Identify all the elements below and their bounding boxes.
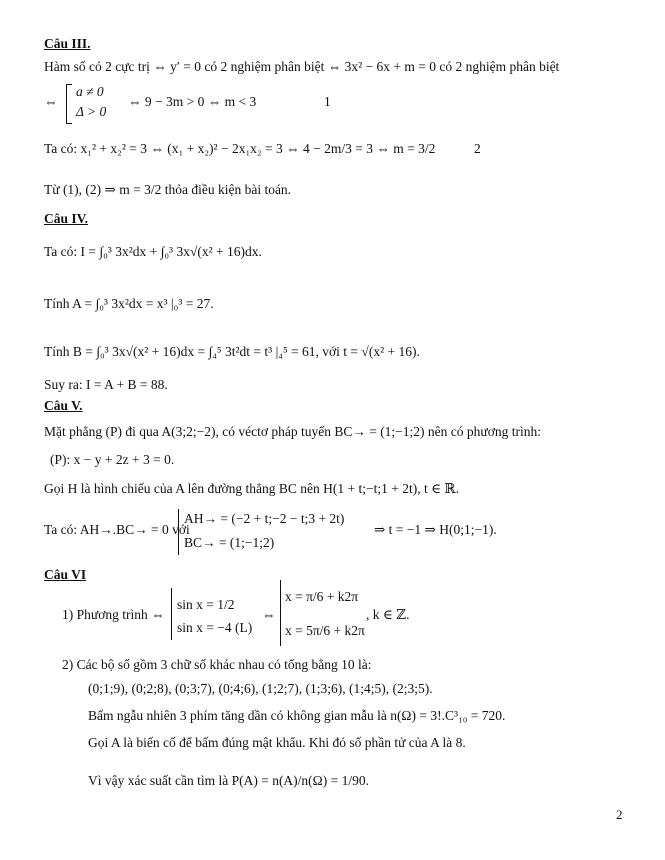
sec6-p1-sol1: x = π/6 + k2π <box>285 589 359 604</box>
sec6-p2-list: (0;1;9), (0;2;8), (0;3;7), (0;4;6), (1;2;7), (1;3;6), (1;4;5), (2;3;5). <box>88 681 433 696</box>
sec5-line4-pre: Ta có: AH→.BC→ = 0 với <box>44 522 190 537</box>
sec6-p2-line4: Gọi A là biến cố để bấm đúng mật khẩu. Khi đó số phần tử của A là 8. <box>88 735 466 750</box>
section-heading-3: Câu III. <box>44 36 91 51</box>
sec3-line2-post: ⇔ 9 − 3m > 0 ⇔ m < 3 <box>128 94 257 109</box>
sec6-p1-sys1: sin x = 1/2 <box>177 597 235 612</box>
sec6-p1-mid: ⇔ <box>262 607 276 622</box>
system-brace <box>171 588 172 640</box>
sec6-p1-pre: 1) Phương trình ⇔ <box>62 607 165 622</box>
sec4-line1: Ta có: I = ∫₀³ 3x²dx + ∫₀³ 3x√(x² + 16)dx. <box>44 244 262 259</box>
sec6-p2-intro: 2) Các bộ số gồm 3 chữ số khác nhau có tổng bằng 10 là: <box>62 657 372 672</box>
sec5-line2: (P): x − y + 2z + 3 = 0. <box>50 452 175 467</box>
sec4-line2: Tính A = ∫₀³ 3x²dx = x³ |₀³ = 27. <box>44 296 214 311</box>
section-heading-4: Câu IV. <box>44 211 89 226</box>
sec3-line2-pre: ⇔ <box>44 94 58 109</box>
sec6-p2-line5: Vì vậy xác suất cần tìm là P(A) = n(A)/n(Ω) = 1/90. <box>88 773 369 788</box>
system-brace <box>178 509 179 555</box>
section-heading-5: Câu V. <box>44 398 83 413</box>
sec6-p1-sol2: x = 5π/6 + k2π <box>285 623 365 638</box>
system-brace <box>66 84 72 124</box>
sec5-line4-post: ⇒ t = −1 ⇒ H(0;1;−1). <box>374 522 497 537</box>
sec5-line1: Mặt phẳng (P) đi qua A(3;2;−2), có véctơ pháp tuyến BC→ = (1;−1;2) nên có phương trình: <box>44 424 541 439</box>
sec5-line3: Gọi H là hình chiếu của A lên đường thẳng BC nên H(1 + t;−t;1 + 2t), t ∈ ℝ. <box>44 481 460 496</box>
sec3-line4: Từ (1), (2) ⇒ m = 3/2 thỏa điều kiện bài toán. <box>44 182 292 197</box>
sec3-line1: Hàm số có 2 cực trị ⇔ y′ = 0 có 2 nghiệm phân biệt ⇔ 3x² − 6x + m = 0 có 2 nghiệm phân biệt <box>44 59 560 74</box>
sec4-line3: Tính B = ∫₀³ 3x√(x² + 16)dx = ∫₄⁵ 3t²dt = t³ |₄⁵ = 61, với t = √(x² + 16). <box>44 344 420 359</box>
system-brace <box>280 580 281 646</box>
sec5-sys2: BC→ = (1;−1;2) <box>184 535 275 550</box>
equation-tag-1: 1 <box>324 94 331 109</box>
equation-tag-2: 2 <box>474 141 481 156</box>
page-number: 2 <box>616 807 623 822</box>
sec5-sys1: AH→ = (−2 + t;−2 − t;3 + 2t) <box>184 511 345 526</box>
section-heading-6: Câu VI <box>44 567 87 582</box>
sec6-p2-line3: Bấm ngẫu nhiên 3 phím tăng dần có không gian mẫu là n(Ω) = 3!.C³₁₀ = 720. <box>88 708 506 723</box>
sec3-sys1: a ≠ 0 <box>76 84 104 99</box>
sec6-p1-sys2: sin x = −4 (L) <box>177 620 253 635</box>
sec6-p1-post: , k ∈ ℤ. <box>366 607 410 622</box>
sec4-line4: Suy ra: I = A + B = 88. <box>44 377 168 392</box>
sec3-line3: Ta có: x₁² + x₂² = 3 ⇔ (x₁ + x₂)² − 2x₁x₂ = 3 ⇔ 4 − 2m/3 = 3 ⇔ m = 3/2 <box>44 141 436 156</box>
sec3-sys2: Δ > 0 <box>76 104 107 119</box>
